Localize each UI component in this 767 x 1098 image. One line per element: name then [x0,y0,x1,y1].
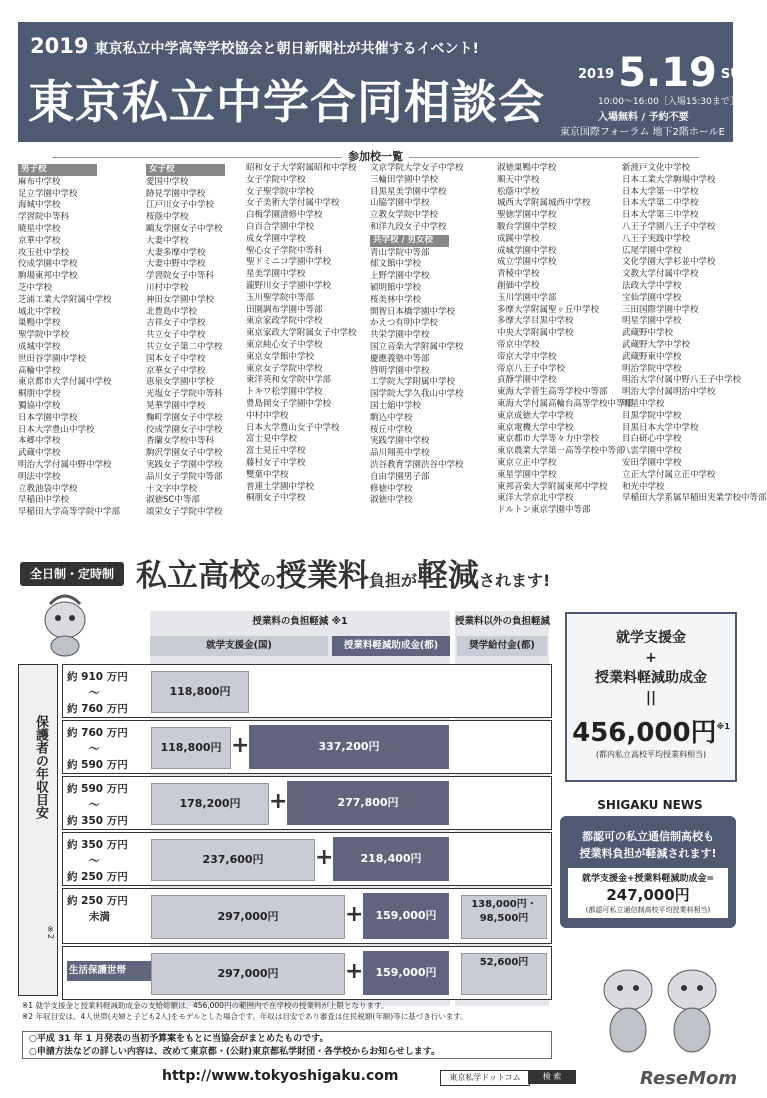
scholar-amount: 52,600円 [461,953,547,995]
school-category: 女子校 [146,164,225,176]
income-l2: 約 350 万円 [67,815,128,827]
income-tilde: 未満 [89,911,110,923]
income-l1: 約 350 万円 [67,839,128,851]
school-item: 愛国中学校 [146,176,189,187]
search-button[interactable]: 検 索 [528,1070,576,1084]
school-item: 修徳中学校 [370,483,413,494]
school-item: 武蔵中学校 [18,448,61,459]
school-item: 巣鴨中学校 [18,318,61,329]
income-tilde: 〜 [89,743,100,755]
school-item: 藤村女子中学校 [246,457,306,468]
school-item: 桐朋中学校 [18,389,61,400]
header-gov: 就学支援金(国) [150,636,328,656]
school-item: 帝京大学中学校 [497,351,557,362]
school-item: 東京家政大学附属女子中学校 [246,328,357,339]
income-l1: 約 250 万円 [67,895,128,907]
banner-t3: 授業料 [276,558,370,594]
income-l2: 約 250 万円 [67,871,128,883]
school-item: 駒沢学園女子中学校 [146,448,223,459]
school-item: 芝浦工業大学附属中学校 [18,294,112,305]
school-item: 明治大学付属中野八王子中学校 [622,375,742,386]
school-column [370,163,494,507]
table-row [62,720,552,774]
date-day: 5.19 [618,50,717,96]
income-l1: 生活保護世帯 [69,965,127,976]
school-item: 光塩女子学院中等科 [146,389,223,400]
school-item: 共立女子中学校 [146,330,206,341]
mascot-pair-icon [590,950,730,1060]
school-item: 国士舘中学校 [370,400,422,411]
tokyo-amount: 337,200円 [249,725,449,769]
school-item: 国本女子中学校 [146,353,206,364]
school-item: 共栄学園中学校 [370,330,430,341]
date-year: 2019 [578,67,615,82]
school-item: 日本大学豊山女子中学校 [246,422,340,433]
school-item: 明治大学付属明治中学校 [622,387,716,398]
school-item: 目黒学院中学校 [622,410,682,421]
school-column [497,163,634,517]
school-item: 和洋九段女子中学校 [370,221,447,232]
news-title: SHIGAKU NEWS [597,798,703,812]
school-item: 貞静学園中学校 [497,375,557,386]
total-note: (都内私立高校平均授業料相当) [595,750,707,759]
school-item: 帝京中学校 [497,339,540,350]
school-item: 本郷中学校 [18,436,61,447]
school-item: 創価中学校 [497,280,540,291]
school-item: 田園調布学園中等部 [246,304,323,315]
plus-icon: + [269,789,288,814]
school-item: 三輪田学園中学校 [370,174,439,185]
school-item: 日本大学第一中学校 [622,186,699,197]
school-item: 東海大学付属高輪台高等学校中等部 [497,398,634,409]
footnote-2: ※2 年収目安は、4人世帯(夫婦と子ども2人)をモデルとした場合です。年収は目安であり審査は住民税額(年額)等に基づき行います。 [22,1012,468,1021]
school-item: 明星中学校 [622,398,665,409]
header-subtitle-text: 東京私立中学高等学校協会と朝日新聞社が共催するイベント! [94,41,479,57]
school-item: 京華女子中学校 [146,365,206,376]
school-item: 城北中学校 [18,306,61,317]
school-item: 日本大学第三中学校 [622,210,699,221]
income-range [67,961,151,981]
school-item: 城西大学附属城西中学校 [497,198,591,209]
school-item: 大妻中野中学校 [146,259,206,270]
school-item: 獨協中学校 [18,400,61,411]
info-box [22,1031,552,1059]
info-1: ○平成 31 年 1 月発表の当初予算案をもとに当協会がまとめたものです。 [29,1034,329,1044]
table-row [62,888,552,944]
school-item: 女子聖学院中学校 [246,186,315,197]
school-item: 広尾学園中学校 [622,245,682,256]
table-row [62,776,552,830]
event-venue: 東京国際フォーラム 地下2階ホールE [559,127,725,138]
school-item: 和光中学校 [622,481,665,492]
school-item: 東京女学館中学校 [246,351,315,362]
school-item: 東京都市大学等々力中学校 [497,434,600,445]
school-item: 武蔵野大学中学校 [622,339,691,350]
resemom-logo: ReseMom [640,1068,738,1089]
school-item: 成立学園中学校 [497,257,557,268]
school-item: 品川翔英中学校 [370,448,430,459]
school-item: 帝京八王子中学校 [497,363,566,374]
side-label-text: 保護者の年収目安 [33,715,48,819]
school-item: 東洋英和女学院中学部 [246,375,332,386]
income-range [67,669,147,717]
school-item: 大妻中学校 [146,235,189,246]
school-item: 東京農業大学第一高等学校中等部 [497,446,625,457]
school-item: 順天中学校 [497,174,540,185]
school-item: 京華中学校 [18,235,61,246]
school-item: かえつ有明中学校 [370,318,438,329]
school-item: 日本工業大学駒場中学校 [622,174,716,185]
school-item: 麻布中学校 [18,176,61,187]
school-item: 明法中学校 [18,471,61,482]
total-plus: + [645,650,657,666]
school-item: 穎明館中学校 [370,282,422,293]
school-item: 東京家政学院中学校 [246,316,323,327]
school-item: 早稲田中学校 [18,495,70,506]
school-item: 立正大学付属立正中学校 [622,469,716,480]
school-item: 東京立正中学校 [497,457,557,468]
school-item: 成城学園中学校 [497,245,557,256]
school-item: 早稲田大学系属早稲田実業学校中等部 [622,493,767,504]
school-item: 駿台学園中学校 [497,221,557,232]
news-l2: 授業料負担が軽減されます! [579,847,717,860]
school-item: 佼成学園女子中学校 [146,424,223,435]
school-item: 日本学園中学校 [18,412,78,423]
school-item: 立教女学院中学校 [370,210,439,221]
school-item: 立教池袋中学校 [18,483,78,494]
search-input[interactable]: 東京私学ドットコム [440,1070,530,1086]
income-l2: 約 760 万円 [67,703,128,715]
school-item: 明星学園中学校 [622,316,682,327]
gov-amount: 118,800円 [151,727,231,769]
table-row [62,832,552,886]
school-item: 麴町学園女子中学校 [146,412,223,423]
income-l2: 約 590 万円 [67,759,128,771]
school-column [622,163,767,505]
school-item: 武蔵野中学校 [622,328,674,339]
income-range [67,781,147,829]
school-item: 高輪中学校 [18,365,61,376]
school-item: 白梅学園清修中学校 [246,210,323,221]
school-column [246,163,370,505]
total-box [565,612,737,782]
tokyo-amount: 218,400円 [333,837,449,881]
school-item: 宝仙学園中学校 [622,292,682,303]
table-row [62,946,552,1000]
school-item: 慶應義塾中等部 [370,353,430,364]
school-item: 神田女学園中学校 [146,294,215,305]
school-item: 足立学園中学校 [18,188,78,199]
school-item: 八王子実践中学校 [622,233,691,244]
school-item: 東京女子学院中学校 [246,363,323,374]
school-item: 早稲田大学高等学院中学部 [18,507,121,518]
scholar-amount: 138,000円・98,500円 [461,895,547,939]
school-item: 工学院大学附属中学校 [370,377,456,388]
news-amount: 247,000円 [606,886,690,904]
school-item: 恵泉女学園中学校 [146,377,215,388]
school-category: 共学校 / 男女校 [370,235,449,247]
event-time: 10:00～16:00［入場15:30まで］ [598,97,739,107]
footnotes [22,1000,562,1022]
schools-title [0,148,751,164]
school-item: 自由学園男子部 [370,471,430,482]
school-item: 北豊島中学校 [146,306,198,317]
header-tokyo: 授業料軽減助成金(都) [332,636,450,656]
school-item: 攻玉社中学校 [18,247,70,258]
school-item: 国学院大学久我山中学校 [370,389,464,400]
tokyo-amount: 159,000円 [363,951,449,995]
school-item: 聖ドミニコ学園中学校 [246,257,332,268]
school-item: 駒込中学校 [370,412,413,423]
school-item: 上野学園中学校 [370,271,430,282]
school-item: 聖徳学園中学校 [497,210,557,221]
income-range [67,725,147,773]
school-item: 駒場東邦中学校 [18,271,78,282]
plus-icon: + [231,733,250,758]
news-box [560,816,736,928]
school-item: 八王子学園八王子中学校 [622,221,716,232]
gov-amount: 237,600円 [151,839,315,881]
school-item: 聖学院中学校 [18,330,70,341]
header-main: 授業料の負担軽減 ※1 [252,616,348,627]
school-item: 東海大学菅生高等学校中等部 [497,387,608,398]
total-amount-value: 456,000円 [572,718,717,748]
school-item: 芝中学校 [18,282,53,293]
school-item: 世田谷学園中学校 [18,353,87,364]
school-item: 実践女子学園中学校 [146,459,223,470]
table-row [62,664,552,718]
school-item: 青稜中学校 [497,269,540,280]
school-item: 学習院女子中等科 [146,271,215,282]
news-formula: 就学支援金+授業料軽減助成金= [581,874,715,884]
school-item: 実践学園中学校 [370,436,430,447]
header-subtitle [30,34,479,58]
school-item: 目黒星美学園中学校 [370,186,447,197]
school-item: 安田学園中学校 [622,457,682,468]
school-item: 東京純心女子中学校 [246,339,323,350]
school-item: 東星学園中学校 [497,469,557,480]
gov-amount: 178,200円 [151,783,269,825]
income-tilde: 〜 [89,799,100,811]
income-range [67,893,147,925]
school-item: 豊島岡女子学園中学校 [246,398,332,409]
income-tilde: 〜 [89,855,100,867]
school-item: 海城中学校 [18,200,61,211]
news-formula-box [568,868,728,918]
school-item: 開智日本橋学園中学校 [370,306,456,317]
banner-headline [136,550,736,595]
tokyo-amount: 277,800円 [287,781,449,825]
page-title: 東京私立中学合同相談会 [28,75,545,129]
school-item: 東邦音楽大学附属東邦中学校 [497,481,608,492]
banner-t6: されます! [479,571,551,590]
banner-t2: の [260,571,277,590]
header-banner [18,22,757,142]
header-year: 2019 [30,34,89,58]
total-amount [567,712,735,749]
school-item: 白百合学園中学校 [246,221,315,232]
school-item: 学習院中等科 [18,212,70,223]
footer-url[interactable]: http://www.tokyoshigaku.com [162,1068,399,1084]
school-item: 国立音楽大学附属中学校 [370,341,464,352]
school-item: 玉川聖学院中等部 [246,292,315,303]
school-item: 大妻多摩中学校 [146,247,206,258]
header-scholar: 奨学給付金(都) [457,636,547,656]
school-item: 中村中学校 [246,410,289,421]
school-item: ドルトン東京学園中等部 [497,505,591,516]
income-tilde: 〜 [89,687,100,699]
school-item: 香蘭女学校中等科 [146,436,215,447]
school-item: 佼成学園中学校 [18,259,78,270]
school-item: 桜蔭中学校 [146,212,189,223]
income-side-label [18,664,58,996]
school-item: 成女学園中学校 [246,233,306,244]
school-item: 淑徳SC中等部 [146,495,200,506]
school-item: 青山学院中等部 [370,247,430,258]
school-item: 新渡戸文化中学校 [622,163,691,173]
side-label-note: ※2 [46,925,55,940]
income-l1: 約 760 万円 [67,727,128,739]
banner-t5: 軽減 [417,558,480,594]
school-item: 松蔭中学校 [497,186,540,197]
income-l1: 約 590 万円 [67,783,128,795]
gov-amount: 297,000円 [151,953,345,995]
info-2: ○申請方法などの詳しい内容は、改めて東京都・(公財)東京都私学財団・各学校からお知らせします。 [29,1047,441,1057]
income-l1: 約 910 万円 [67,671,128,683]
school-item: 共立女子第二中学校 [146,341,223,352]
school-item: 成城中学校 [18,341,61,352]
plus-icon: + [345,902,364,927]
school-item: トキワ松学園中学校 [246,387,323,398]
news-l1: 都認可の私立通信制高校も [582,830,714,843]
date-weekday: SUN. [720,67,757,82]
event-date [578,50,757,96]
school-item: 武蔵野東中学校 [622,351,682,362]
banner-t4: 負担が [369,571,418,590]
banner-t1: 私立高校 [136,558,260,594]
school-item: 川村中学校 [146,282,189,293]
header-other: 授業料以外の負担軽減 [455,616,551,627]
school-item: 鷗友学園女子中学校 [146,223,223,234]
school-item: 八雲学園中学校 [622,446,682,457]
school-item: 十文字中学校 [146,483,198,494]
plus-icon: + [345,959,364,984]
mascot-icon [30,590,100,660]
school-item: 文京学院大学女子中学校 [370,163,464,173]
school-item: 渋谷教育学園渋谷中学校 [370,459,464,470]
total-l2: 授業料軽減助成金 [595,670,707,686]
school-item: 普連土学園中学校 [246,481,315,492]
school-item: 啓明学園中学校 [370,365,430,376]
schools-title-text: 参加校一覧 [348,150,403,163]
footnote-1: ※1 就学支援金と授業料軽減助成金の支給総額は、456,000円の範囲内で在学校の授業料が上限となります。 [22,1001,389,1010]
school-item: 目白研心中学校 [622,434,682,445]
school-item: 暁星中学校 [18,223,61,234]
school-item: 星美学園中学校 [246,269,306,280]
school-item: 女子学院中学校 [246,174,306,185]
school-item: 品川女子学院中等部 [146,471,223,482]
school-item: 文化学園大学杉並中学校 [622,257,716,268]
school-item: 法政大学中学校 [622,280,682,291]
school-item: 目黒日本大学中学校 [622,422,699,433]
school-item: 淑徳中学校 [370,495,413,506]
school-item: 日本大学豊山中学校 [18,424,95,435]
income-range [67,837,147,885]
school-item: 東京成徳大学中学校 [497,410,574,421]
plus-icon: + [315,845,334,870]
school-item: 淑徳巣鴨中学校 [497,163,557,173]
school-item: 多摩大学附属聖ヶ丘中学校 [497,304,600,315]
school-item: 成蹊中学校 [497,233,540,244]
school-item: 文教大学付属中学校 [622,269,699,280]
school-item: 聖心女子学院中等科 [246,245,323,256]
school-item: 中央大学附属中学校 [497,328,574,339]
school-item: 晃華学園中学校 [146,400,206,411]
school-item: 東洋大学京北中学校 [497,493,574,504]
school-item: 富士見中学校 [246,434,298,445]
school-item: 日本大学第二中学校 [622,198,699,209]
school-item: 桐朋女子中学校 [246,493,306,504]
school-item: 富士見丘中学校 [246,446,306,457]
school-item: 明治大学付属中野中学校 [18,459,112,470]
gov-amount: 297,000円 [151,895,345,939]
tokyo-amount: 159,000円 [363,893,449,939]
school-item: 東京電機大学中学校 [497,422,574,433]
school-item: 東京都市大学付属中学校 [18,377,112,388]
school-column [18,163,142,519]
school-item: 跡見学園中学校 [146,188,206,199]
banner-label: 全日制・定時制 [20,562,124,586]
total-l1: 就学支援金 [616,630,686,646]
school-item: 女子美術大学付属中学校 [246,198,340,209]
school-item: 玉川学園中学部 [497,292,557,303]
school-item: 昭和女子大学附属昭和中学校 [246,163,357,173]
total-eq: || [645,690,657,706]
event-fee: 入場無料 / 予約不要 [598,112,689,123]
school-item: 江戸川女子中学校 [146,200,215,211]
school-item: 瀧野川女子学園中学校 [246,280,332,291]
school-item: 多摩大学目黒中学校 [497,316,574,327]
gov-amount: 118,800円 [151,671,249,713]
school-item: 郁文館中学校 [370,259,422,270]
school-category: 男子校 [18,164,97,176]
school-item: 桜美林中学校 [370,294,422,305]
school-item: 三田国際学園中学校 [622,304,699,315]
news-note: (都認可私立通信制高校平均授業料相当) [585,906,711,914]
school-item: 桜丘中学校 [370,424,413,435]
total-mark: ※1 [716,722,730,731]
school-item: 明治学院中学校 [622,363,682,374]
school-item: 吉祥女子中学校 [146,318,206,329]
school-item: 山脇学園中学校 [370,198,430,209]
school-item: 雙葉中学校 [246,469,289,480]
school-item: 頌栄女子学院中学校 [146,507,223,518]
